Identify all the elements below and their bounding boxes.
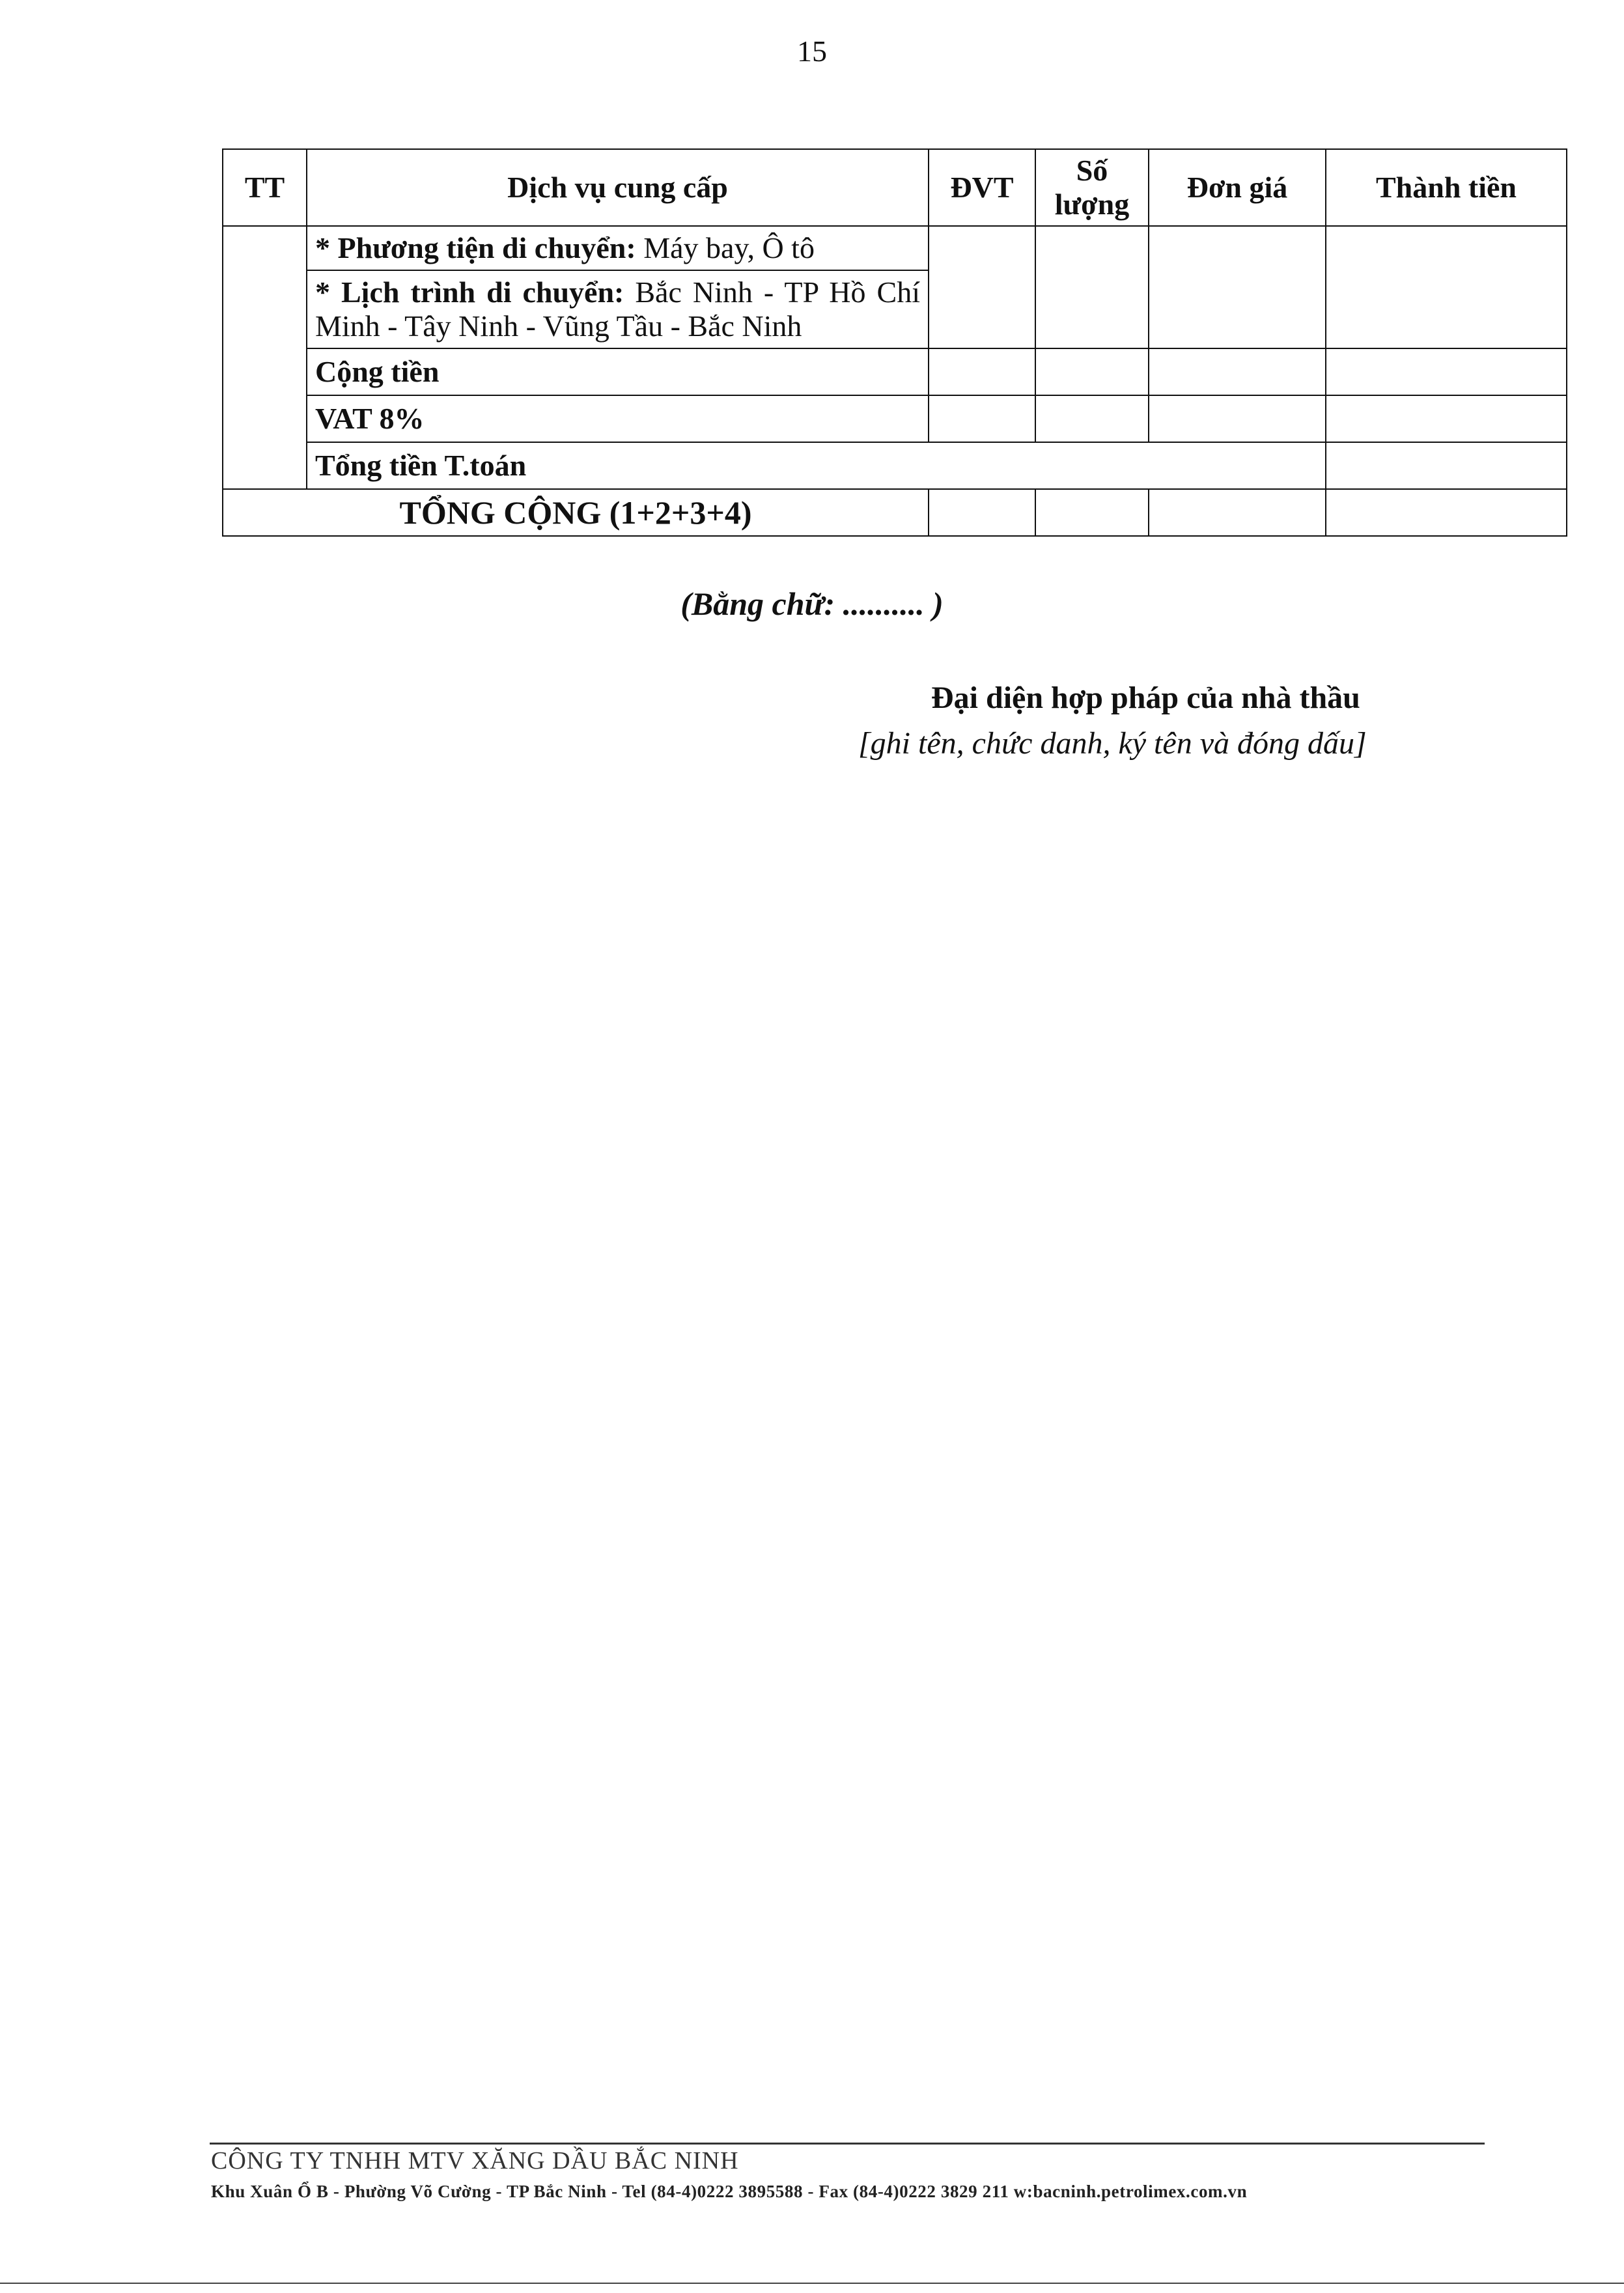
bottom-divider [0,2283,1624,2284]
header-amount: Thành tiền [1326,149,1567,226]
table-row [223,442,1567,489]
footer-divider [210,2143,1485,2145]
quantity-cell [1035,395,1149,442]
unit-cell [929,348,1035,395]
vat-label: VAT 8% [307,395,929,442]
tt-cell [223,226,307,489]
header-tt: TT [223,149,307,226]
page-number: 15 [797,35,827,68]
signature-title: Đại diện hợp pháp của nhà thầu [931,681,1360,715]
amount-cell [1326,226,1567,348]
header-unit: ĐVT [929,149,1035,226]
transport-label: * Phương tiện di chuyển: [315,231,636,265]
signature-note: [ghi tên, chức danh, ký tên và đóng dấu] [858,726,1367,761]
amount-cell [1326,442,1567,489]
table-header-row [223,149,1567,226]
itinerary-value: Bắc Ninh - TP Hồ Chí Minh - Tây Ninh - Vũng Tầu - Bắc Ninh [315,275,920,343]
transport-cell [307,226,929,270]
header-quantity-line1: Số [1076,154,1108,188]
amount-in-words: (Bằng chữ: .......... ) [680,585,944,622]
table-row [223,348,1567,395]
amount-cell [1326,348,1567,395]
transport-value: Máy bay, Ô tô [636,231,815,265]
header-quantity-line2: lượng [1054,188,1130,221]
unit-price-cell [1149,348,1326,395]
grand-total-label: TỔNG CỘNG (1+2+3+4) [223,489,929,536]
quantity-cell [1035,226,1149,348]
unit-cell [929,489,1035,536]
footer-contact: Khu Xuân Ổ B - Phường Võ Cường - TP Bắc Ninh - Tel (84-4)0222 3895588 - Fax (84-4)0222 3829 211 w:bacninh.petrolimex.com.vn [211,2182,1248,2201]
quantity-cell [1035,348,1149,395]
table-row [223,395,1567,442]
itinerary-label: * Lịch trình di chuyển: [315,275,624,309]
payment-total-label: Tổng tiền T.toán [307,442,1326,489]
itinerary-cell [307,270,929,348]
unit-price-cell [1149,226,1326,348]
amount-cell [1326,395,1567,442]
header-unit-price: Đơn giá [1149,149,1326,226]
header-service: Dịch vụ cung cấp [307,149,929,226]
subtotal-label: Cộng tiền [307,348,929,395]
amount-cell [1326,489,1567,536]
quantity-cell [1035,489,1149,536]
unit-cell [929,226,1035,348]
table-row [223,489,1567,536]
table-row [223,226,1567,270]
unit-price-cell [1149,489,1326,536]
price-table [222,148,1567,537]
unit-price-cell [1149,395,1326,442]
header-quantity [1035,149,1149,226]
unit-cell [929,395,1035,442]
footer-company: CÔNG TY TNHH MTV XĂNG DẦU BẮC NINH [211,2147,739,2174]
